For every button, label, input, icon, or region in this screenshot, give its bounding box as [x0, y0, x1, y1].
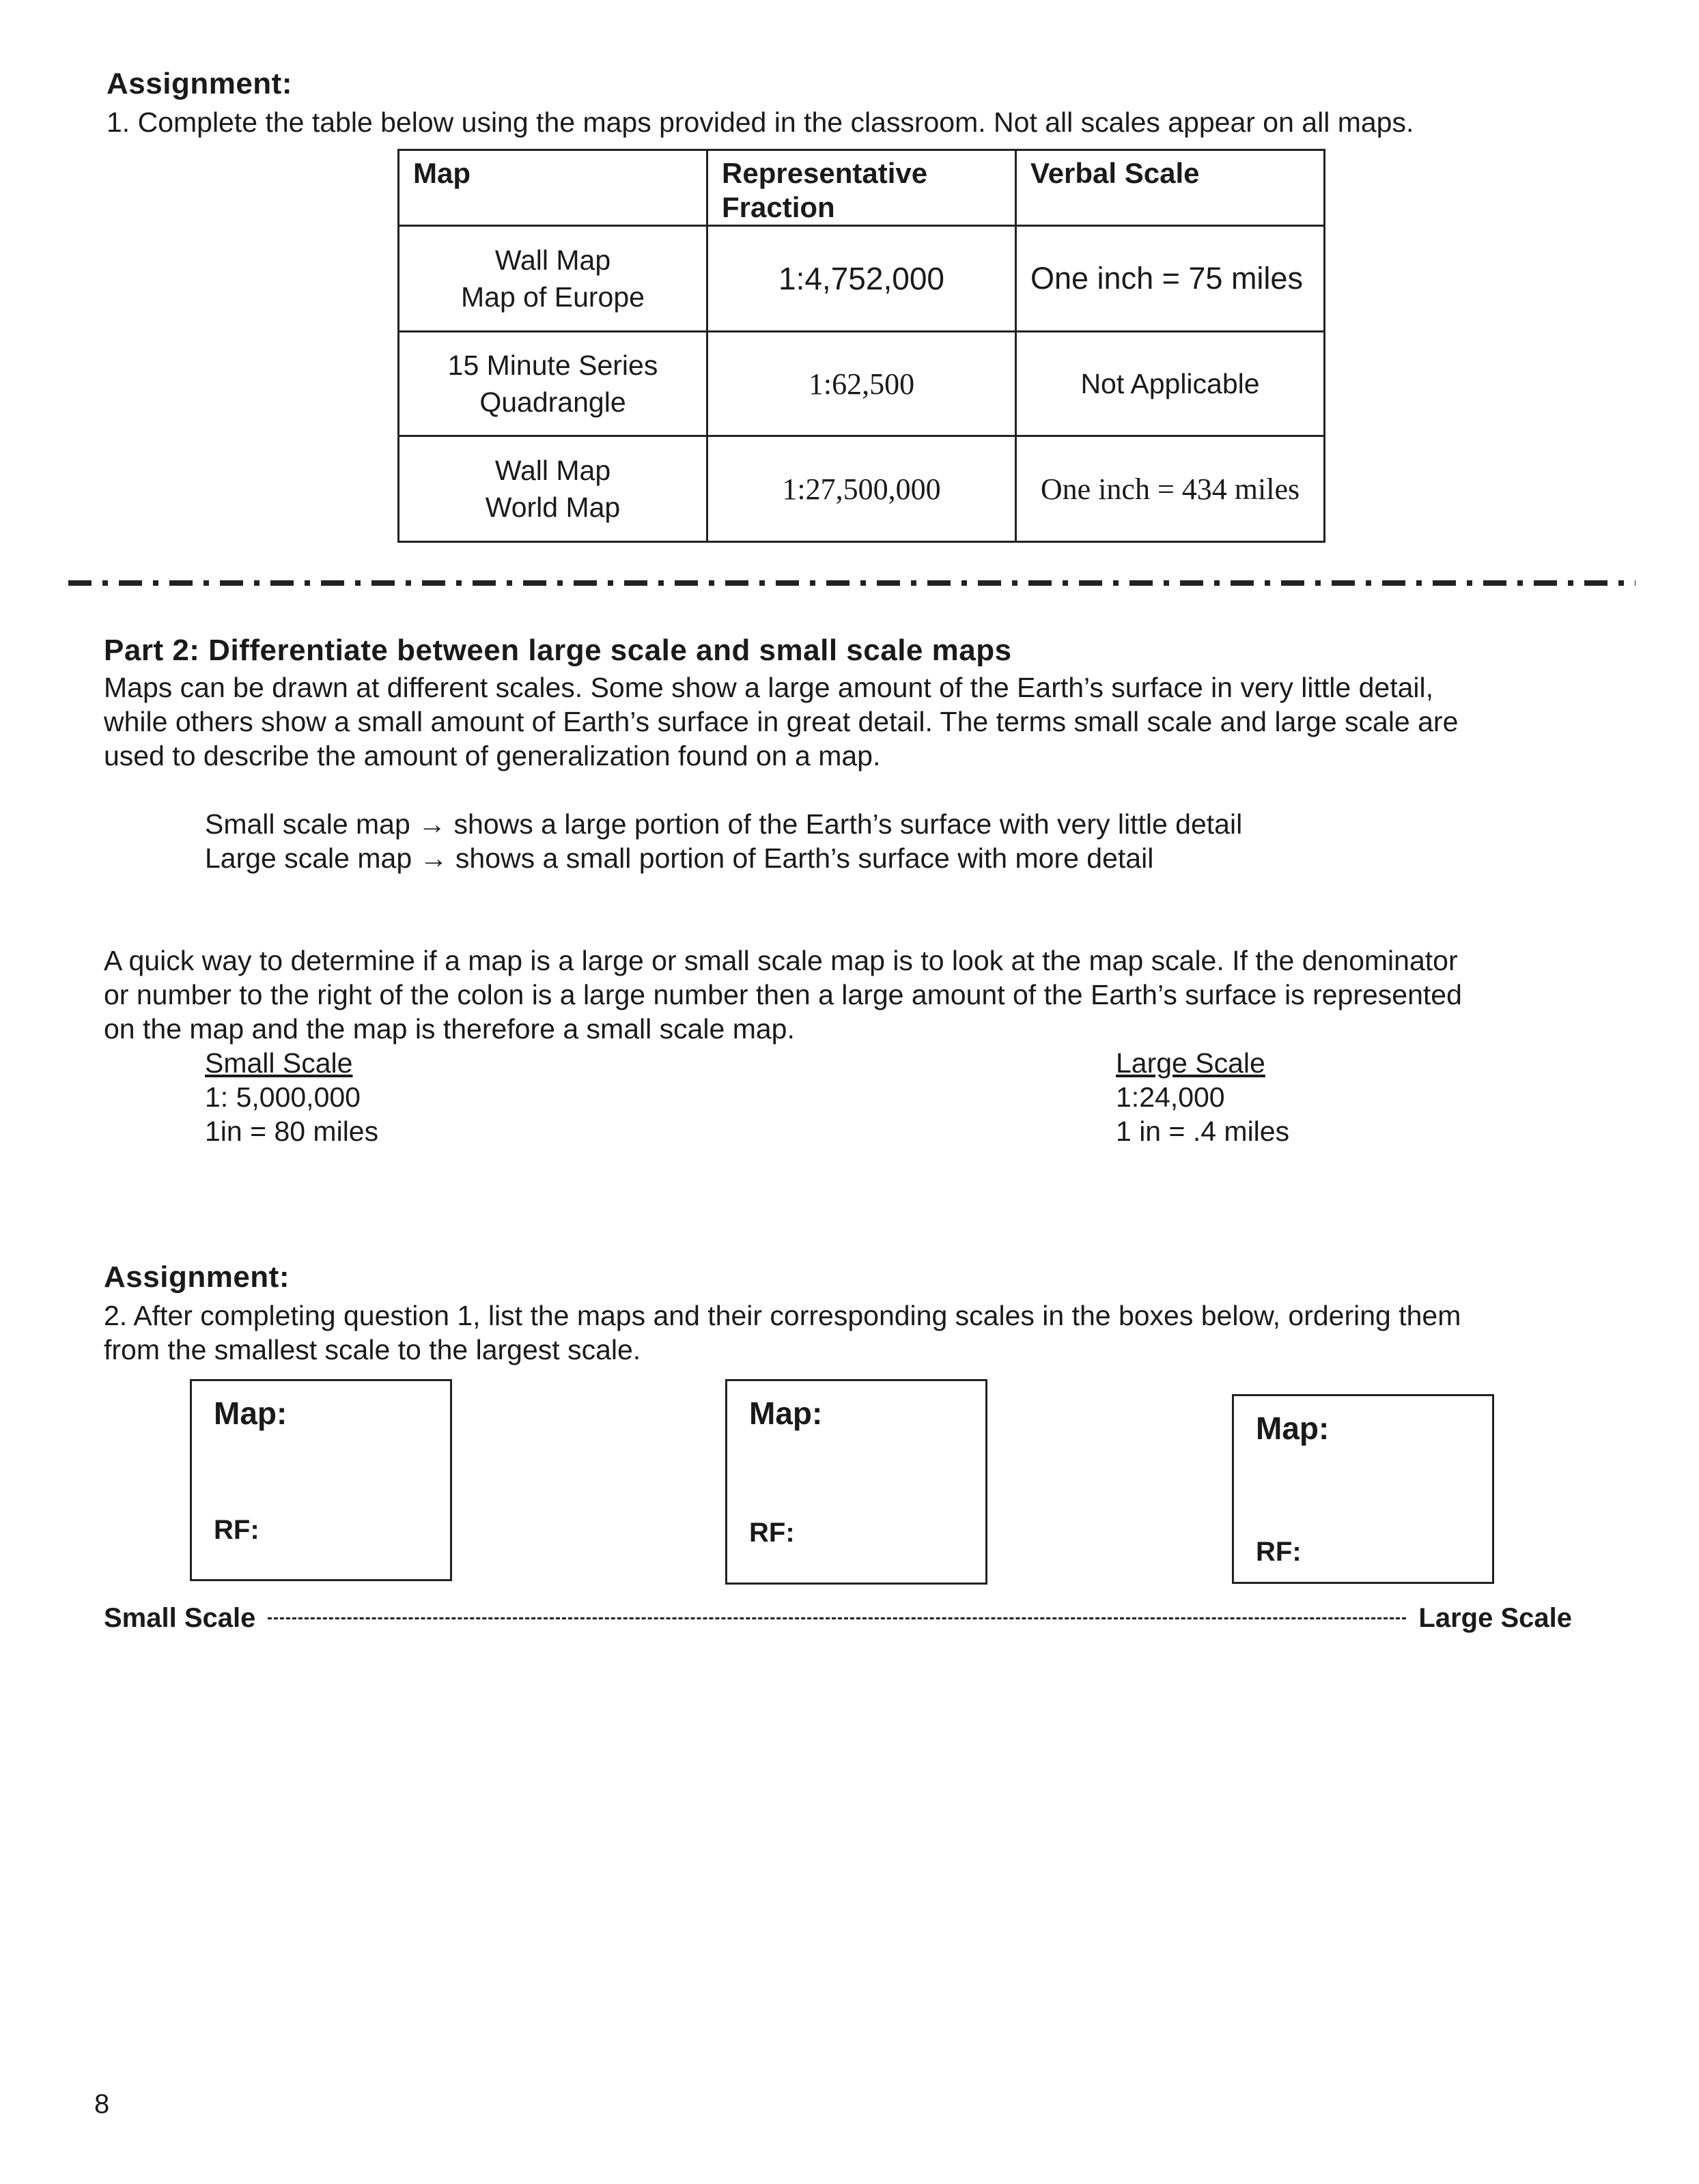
scale-dashed-line: [268, 1617, 1406, 1619]
box-rf-label: RF:: [749, 1518, 795, 1548]
assignment1-heading: Assignment:: [107, 67, 292, 100]
verbal-cell: One inch = 434 miles: [1016, 436, 1325, 542]
part2-heading: Part 2: Differentiate between large scale and small scale maps: [104, 634, 1012, 667]
header-verbal: Verbal Scale: [1016, 150, 1325, 226]
map-name-line2: Map of Europe: [461, 281, 645, 313]
rf-cell: 1:4,752,000: [707, 226, 1016, 332]
page-number: 8: [94, 2089, 110, 2119]
rf-cell: 1:27,500,000: [707, 436, 1016, 542]
map-cell: [399, 226, 707, 332]
table-row: [399, 436, 1325, 542]
map-name-line1: 15 Minute Series: [447, 350, 658, 381]
verbal-cell: One inch = 75 miles: [1016, 226, 1325, 332]
assignment2-heading: Assignment:: [104, 1260, 290, 1294]
table-row: [399, 226, 1325, 332]
large-scale-example-rf: 1:24,000: [1116, 1081, 1225, 1113]
scale-continuum: [104, 1598, 1572, 1639]
answer-box-2[interactable]: [725, 1379, 987, 1585]
rf-cell: 1:62,500: [707, 332, 1016, 436]
small-scale-example-verbal: 1in = 80 miles: [205, 1116, 379, 1147]
box-rf-label: RF:: [1256, 1537, 1302, 1567]
large-scale-definition: Large scale map → shows a small portion of Earth’s surface with more detail: [205, 842, 1154, 874]
part2-intro-line: while others show a small amount of Earth’s surface in great detail. The terms small scale and large scale are: [104, 706, 1459, 737]
large-scale-end-label: Large Scale: [1418, 1602, 1572, 1633]
large-scale-example-verbal: 1 in = .4 miles: [1116, 1116, 1290, 1147]
box-rf-label: RF:: [214, 1515, 259, 1545]
small-scale-definition: Small scale map → shows a large portion of the Earth’s surface with very little detail: [205, 808, 1243, 840]
assignment1-instruction: 1. Complete the table below using the maps provided in the classroom. Not all scales appear on all maps.: [107, 107, 1414, 138]
quick-way-line: A quick way to determine if a map is a large or small scale map is to look at the map scale. If the denominator: [104, 945, 1458, 976]
quick-way-line: on the map and the map is therefore a small scale map.: [104, 1013, 795, 1045]
verbal-cell: Not Applicable: [1016, 332, 1325, 436]
answer-box-1[interactable]: [190, 1379, 452, 1581]
map-name-line2: Quadrangle: [479, 386, 626, 418]
part2-intro-line: used to describe the amount of generalization found on a map.: [104, 740, 881, 771]
header-rf: Representative Fraction: [707, 150, 1016, 226]
answer-box-3[interactable]: [1232, 1394, 1494, 1584]
small-scale-example-title: Small Scale: [205, 1047, 353, 1079]
table-header-row: [399, 150, 1325, 226]
header-map: Map: [399, 150, 707, 226]
small-scale-end-label: Small Scale: [104, 1602, 256, 1633]
box-map-label: Map:: [1256, 1410, 1330, 1446]
map-name-line2: World Map: [485, 492, 621, 523]
map-cell: [399, 436, 707, 542]
part2-intro-line: Maps can be drawn at different scales. Some show a large amount of the Earth’s surface in very little detail,: [104, 672, 1433, 703]
assignment2-instruction-line: from the smallest scale to the largest scale.: [104, 1334, 641, 1365]
map-name-line1: Wall Map: [494, 244, 611, 276]
box-map-label: Map:: [214, 1395, 287, 1431]
table-row: [399, 332, 1325, 436]
box-map-label: Map:: [749, 1395, 823, 1431]
map-name-line1: Wall Map: [494, 455, 611, 486]
small-scale-example-rf: 1: 5,000,000: [205, 1081, 361, 1113]
scale-table: [397, 149, 1325, 543]
map-cell: [399, 332, 707, 436]
section-divider: [68, 580, 1635, 586]
quick-way-line: or number to the right of the colon is a large number then a large amount of the Earth’s surface is represented: [104, 979, 1462, 1010]
assignment2-instruction-line: 2. After completing question 1, list the maps and their corresponding scales in the boxes below, ordering them: [104, 1300, 1461, 1331]
large-scale-example-title: Large Scale: [1116, 1047, 1265, 1079]
